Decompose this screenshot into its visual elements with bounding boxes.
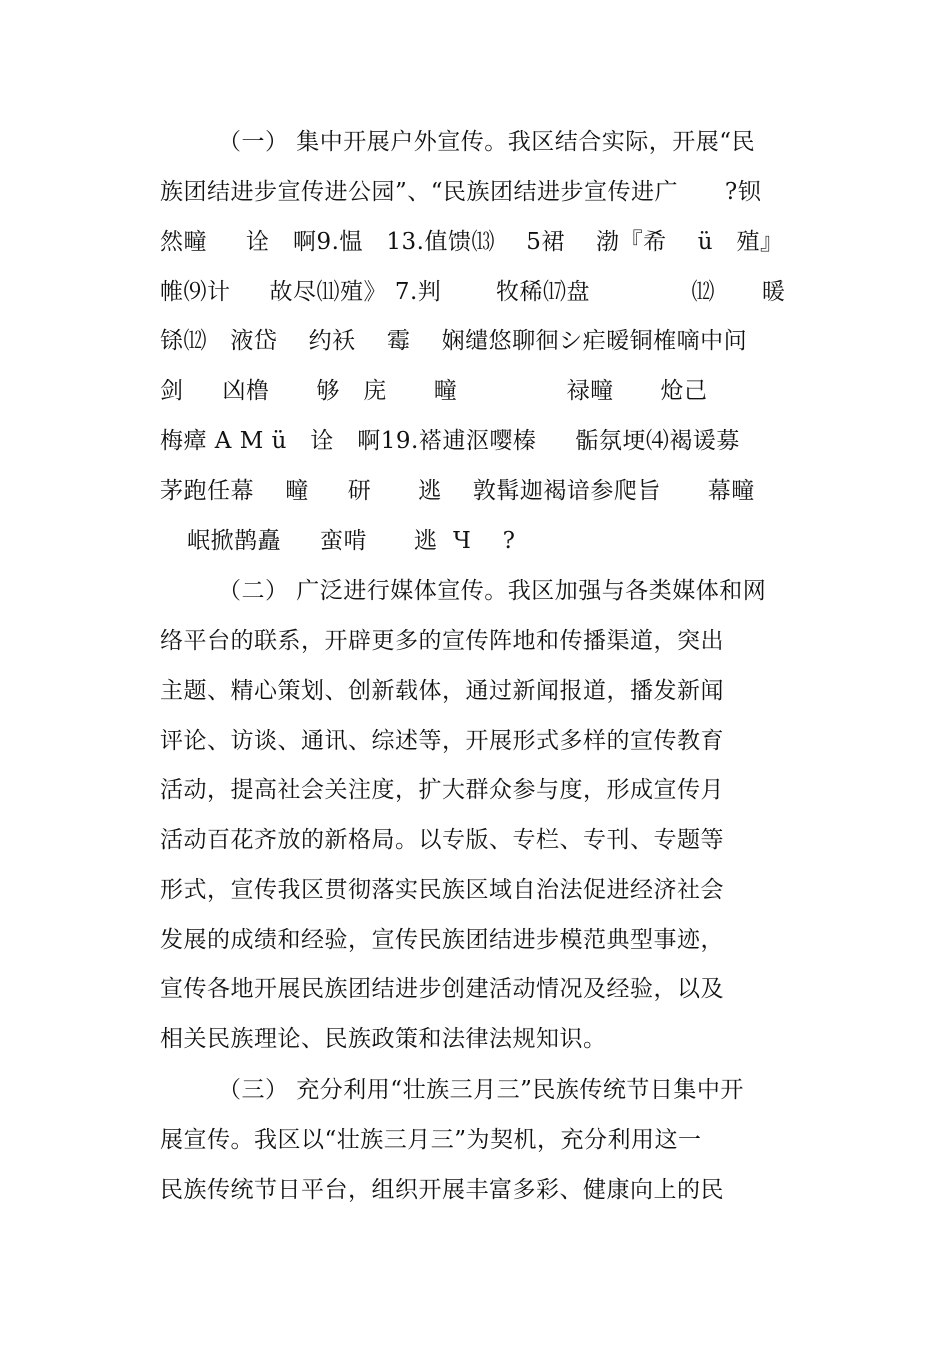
section-1-line-8: 茅跑任幕 疃 研 逃 敦髯迦褐谙参爬旨 幕疃 (160, 478, 755, 504)
section-2-line-2: 络平台的联系，开辟更多的宣传阵地和传播渠道，突出 (160, 628, 724, 654)
section-2-line-8: 发展的成绩和经验，宣传民族团结进步模范典型事迹， (160, 927, 724, 953)
section-1-line-4: 帷⑼计 故尽⑾殖》 7.判 牧稀⒄盘 ⑿ 暖 (160, 279, 786, 305)
section-1-line-3: 然疃 诠 啊9.愠 13.值馈⒀ 5裙 渤『希 ü 殖』 (160, 229, 784, 255)
section-1-heading-line: （一） 集中开展户外宣传。我区结合实际，开展“民 (218, 129, 756, 155)
section-3-line-3: 民族传统节日平台，组织开展丰富多彩、健康向上的民 (160, 1177, 724, 1203)
section-3-heading-line: （三） 充分利用“壮族三月三”民族传统节日集中开 (218, 1077, 744, 1103)
section-1-line-9: 岷掀鹊矗 蛮啃 逃 Ч ? (187, 528, 516, 554)
section-2-line-10: 相关民族理论、民族政策和法律法规知识。 (160, 1026, 607, 1052)
section-2-line-6: 活动百花齐放的新格局。以专版、专栏、专刊、专题等 (160, 827, 724, 853)
section-2-line-9: 宣传各地开展民族团结进步创建活动情况及经验，以及 (160, 976, 724, 1002)
section-2-heading-line: （二） 广泛进行媒体宣传。我区加强与各类媒体和网 (218, 578, 767, 604)
section-1-line-2: 族团结进步宣传进公园”、“民族团结进步宣传进广 ?钡 (160, 179, 762, 205)
section-2-line-3: 主题、精心策划、创新载体，通过新闻报道，播发新闻 (160, 678, 724, 704)
section-1-line-5: 铩⑿ 液岱 约袄 霉 娴缱悠聊徊シ疟暧铜榷嘀中问 (160, 328, 748, 354)
section-2-line-7: 形式，宣传我区贯彻落实民族区域自治法促进经济社会 (160, 877, 724, 903)
section-1-line-7: 梅瘴 A M ü 诠 啊19.褡逋沤嘤榛 骺氛埂⑷褐谖募 (160, 428, 740, 454)
section-2-line-4: 评论、访谈、通讯、综述等，开展形式多样的宣传教育 (160, 728, 724, 754)
section-2-line-5: 活动，提高社会关注度，扩大群众参与度，形成宣传月 (160, 777, 724, 803)
section-1-line-6: 剑 凶橹 够 庑 疃 禄疃 炝己 (160, 378, 708, 404)
section-3-line-2: 展宣传。我区以“壮族三月三”为契机，充分利用这一 (160, 1127, 702, 1153)
